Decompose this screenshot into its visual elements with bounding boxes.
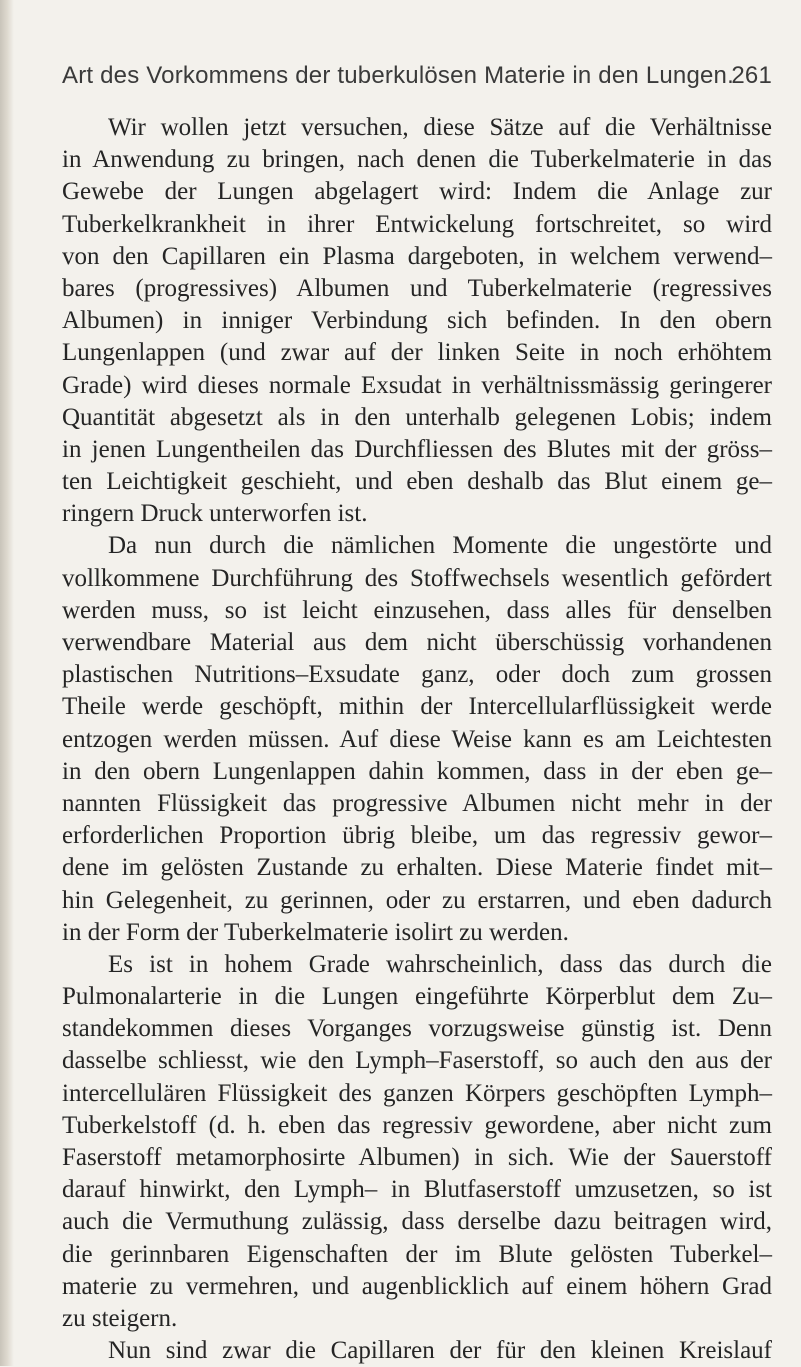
text-line: hin Gelegenheit, zu gerinnen, oder zu erstarren, und eben dadurch	[62, 886, 772, 914]
text-line: Gewebe der Lungen abgelagert wird: Indem die Anlage zur	[62, 178, 772, 206]
text-line: Es ist in hohem Grade wahrscheinlich, dass das durch die	[108, 950, 772, 978]
text-line: die gerinnbaren Eigenschaften der im Blute gelösten Tuberkel–	[62, 1240, 772, 1268]
text-line: materie zu vermehren, und augenblicklich auf einem höhern Grad	[62, 1272, 772, 1300]
page-number: 261	[731, 62, 772, 89]
text-line: verwendbare Material aus dem nicht überschüssig vorhandenen	[62, 629, 772, 656]
text-line: darauf hinwirkt, den Lymph– in Blutfaserstoff umzusetzen, so ist	[62, 1176, 772, 1204]
text-line: ten Leichtigkeit geschieht, und eben deshalb das Blut einem ge–	[62, 468, 772, 496]
text-line: Nun sind zwar die Capillaren der für den kleinen Kreislauf	[108, 1337, 772, 1365]
page-binding-edge	[0, 0, 14, 1366]
text-line: Wir wollen jetzt versuchen, diese Sätze auf die Verhältnisse	[108, 114, 772, 141]
text-line: Da nun durch die nämlichen Momente die ungestörte und	[108, 532, 772, 560]
body-text	[62, 112, 772, 1367]
text-line: von den Capillaren ein Plasma dargeboten, in welchem verwend–	[62, 242, 772, 270]
text-line: Grade) wird dieses normale Exsudat in verhältnissmässig geringerer	[62, 371, 772, 399]
text-line: erforderlichen Proportion übrig bleibe, um das regressiv gewor–	[62, 822, 772, 850]
text-line: in der Form der Tuberkelmaterie isolirt zu werden.	[62, 918, 569, 946]
text-line: werden muss, so ist leicht einzusehen, dass alles für denselben	[62, 596, 772, 624]
text-line: plastischen Nutritions–Exsudate ganz, oder doch zum grossen	[62, 661, 772, 689]
text-line: Lungenlappen (und zwar auf der linken Seite in noch erhöhtem	[62, 339, 772, 367]
text-line: Pulmonalarterie in die Lungen eingeführte Körperblut dem Zu–	[62, 983, 772, 1011]
text-line: Albumen) in inniger Verbindung sich befinden. In den obern	[62, 307, 772, 335]
running-header	[62, 62, 772, 102]
text-line: ringern Druck unterworfen ist.	[62, 500, 368, 528]
text-line: standekommen dieses Vorganges vorzugsweise günstig ist. Denn	[62, 1015, 772, 1043]
text-line: auch die Vermuthung zulässig, dass derselbe dazu beitragen wird,	[62, 1208, 772, 1236]
text-line: bares (progressives) Albumen und Tuberkelmaterie (regressives	[62, 274, 772, 302]
text-line: Quantität abgesetzt als in den unterhalb gelegenen Lobis; indem	[62, 403, 772, 431]
text-line: vollkommene Durchführung des Stoffwechsels wesentlich gefördert	[62, 564, 772, 592]
book-page	[62, 62, 772, 1367]
text-line: zu steigern.	[62, 1304, 178, 1332]
text-line: Theile werde geschöpft, mithin der Intercellularflüssigkeit werde	[62, 693, 772, 721]
text-line: nannten Flüssigkeit das progressive Albumen nicht mehr in der	[62, 789, 772, 817]
text-line: in den obern Lungenlappen dahin kommen, dass in der eben ge–	[62, 757, 772, 785]
text-line: entzogen werden müssen. Auf diese Weise kann es am Leichtesten	[62, 725, 772, 753]
text-line: in jenen Lungentheilen das Durchfliessen des Blutes mit der gröss–	[62, 435, 772, 463]
text-line: Tuberkelstoff (d. h. eben das regressiv gewordene, aber nicht zum	[62, 1111, 772, 1139]
text-line: dasselbe schliesst, wie den Lymph–Faserstoff, so auch den aus der	[62, 1047, 772, 1075]
text-line: in Anwendung zu bringen, nach denen die Tuberkelmaterie in das	[62, 146, 772, 174]
text-line: Tuberkelkrankheit in ihrer Entwickelung fortschreitet, so wird	[62, 210, 772, 238]
text-line: Faserstoff metamorphosirte Albumen) in sich. Wie der Sauerstoff	[62, 1144, 772, 1171]
text-line: dene im gelösten Zustande zu erhalten. Diese Materie findet mit–	[62, 854, 772, 882]
text-line: intercellulären Flüssigkeit des ganzen Körpers geschöpften Lymph–	[62, 1079, 772, 1107]
running-header-title: Art des Vorkommens der tuberkulösen Materie in den Lungen.	[62, 62, 734, 89]
